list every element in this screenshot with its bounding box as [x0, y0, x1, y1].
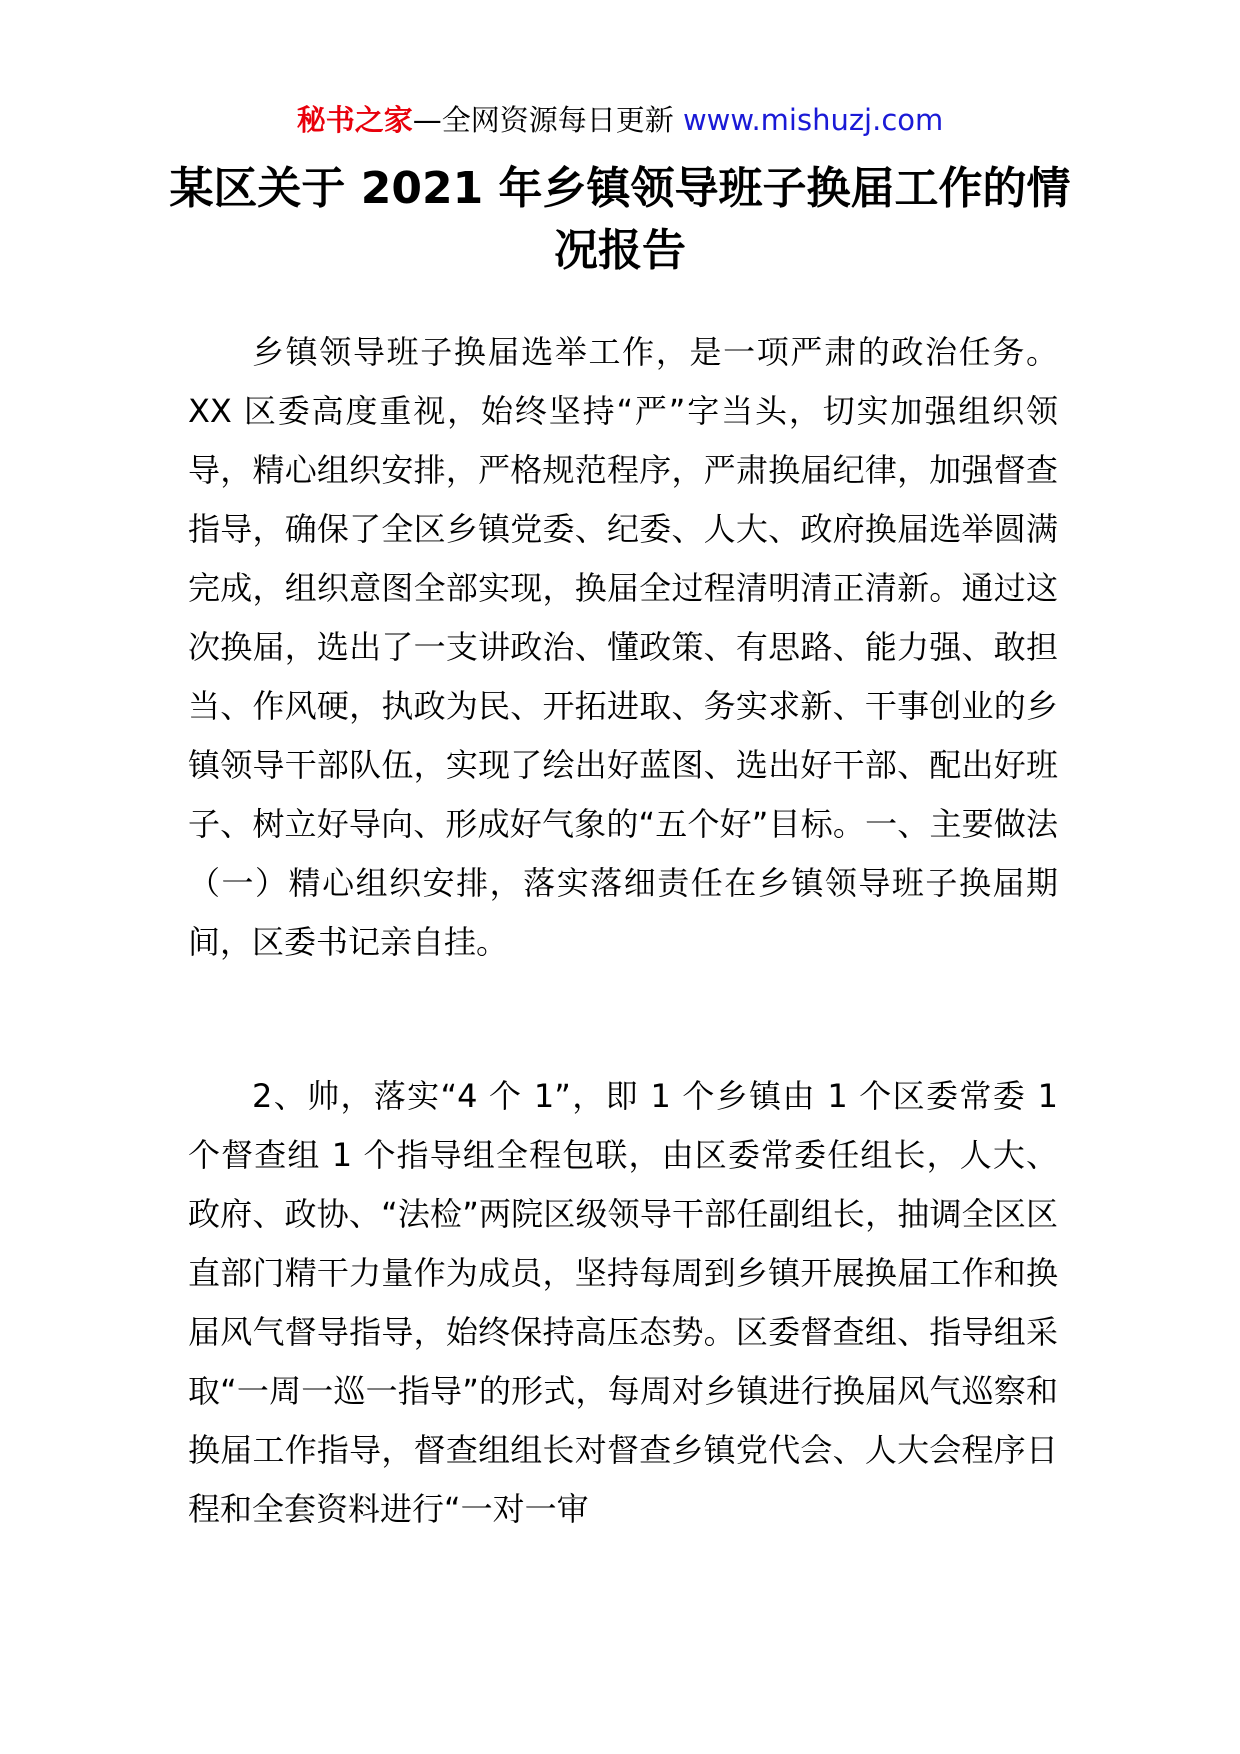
banner-slogan: —全网资源每日更新 [412, 103, 683, 137]
body-paragraph-2: 2、帅，落实“4 个 1”，即 1 个乡镇由 1 个区委常委 1 个督查组 1 个指导组全程包联，由区委常委任组长，人大、政府、政协、“法检”两院区级领导干部任副组长，抽调全区区直部门精干力量作为成员，坚持每周到乡镇开展换届工作和换届风气督导指导，始终保持高压态势。区委督查组、指导组采取“一周一巡一指导”的形式，每周对乡镇进行换届风气巡察和换届工作指导，督查组组长对督查乡镇党代会、人大会程序日程和全套资料进行“一对一审 [188, 1077, 1058, 1528]
brand-name: 秘书之家 [296, 103, 413, 137]
document-title: 某区关于 2021 年乡镇领导班子换届工作的情况报告 [169, 163, 1071, 276]
body-paragraph-1: 乡镇领导班子换届选举工作，是一项严肃的政治任务。XX 区委高度重视，始终坚持“严”字当头，切实加强组织领导，精心组织安排，严格规范程序，严肃换届纪律，加强督查指导，确保了全区乡镇党委、纪委、人大、政府换届选举圆满完成，组织意图全部实现，换届全过程清明清正清新。通过这次换届，选出了一支讲政治、懂政策、有思路、能力强、敢担当、作风硬，执政为民、开拓进取、务实求新、干事创业的乡镇领导干部队伍，实现了绘出好蓝图、选出好干部、配出好班子、树立好导向、形成好气象的“五个好”目标。一、主要做法（一）精心组织安排，落实落细责任在乡镇领导班子换届期间，区委书记亲自挂。 [188, 333, 1058, 961]
site-banner [0, 100, 1240, 140]
website-link[interactable]: www.mishuzj.com [682, 103, 944, 137]
